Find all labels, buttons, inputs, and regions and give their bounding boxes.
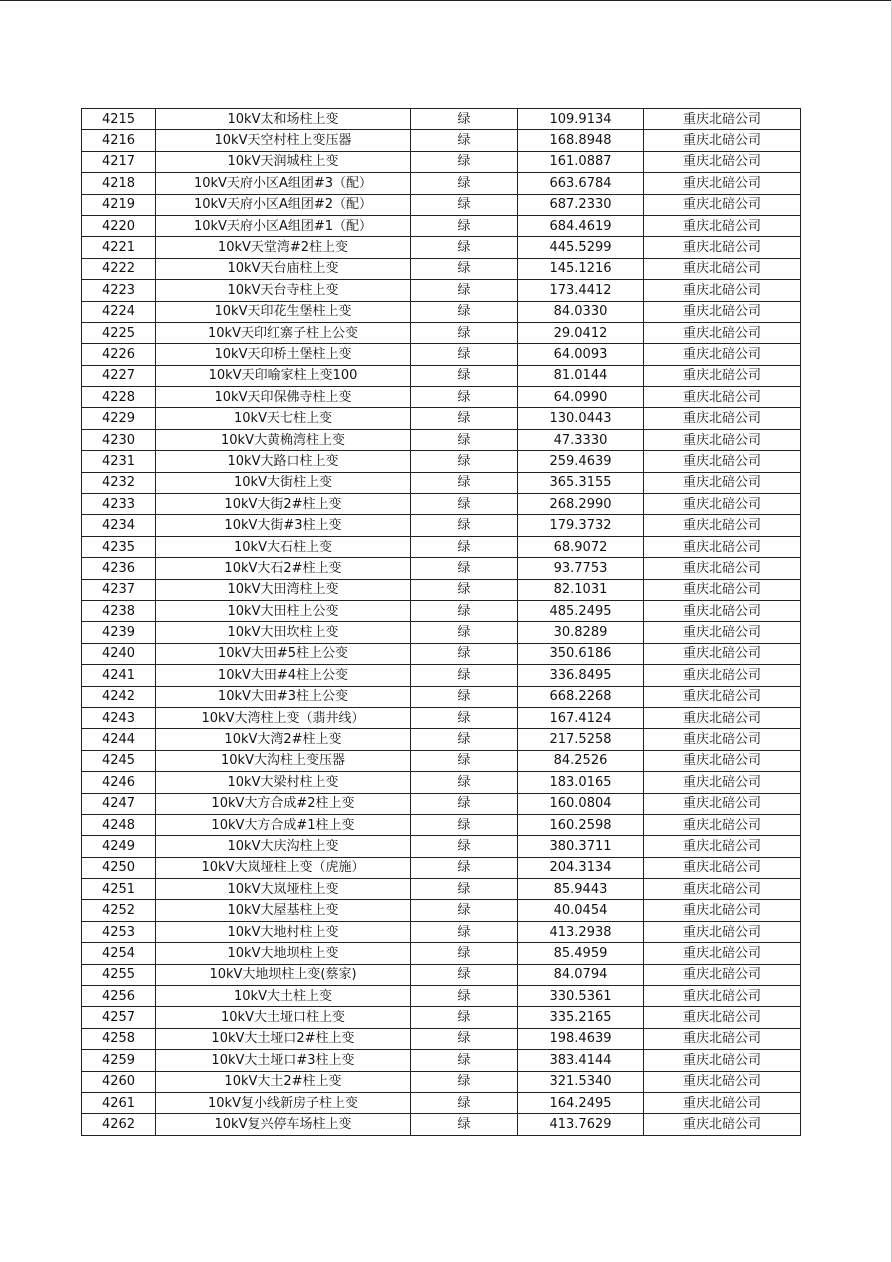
- value-cell: 687.2330: [518, 194, 644, 215]
- row-id-cell: 4262: [82, 1114, 156, 1135]
- row-id-cell: 4251: [82, 879, 156, 900]
- row-id-cell: 4259: [82, 1050, 156, 1071]
- value-cell: 93.7753: [518, 558, 644, 579]
- value-cell: 259.4639: [518, 451, 644, 472]
- status-color-cell: 绿: [411, 237, 518, 258]
- company-cell: 重庆北碚公司: [644, 814, 801, 835]
- status-color-cell: 绿: [411, 964, 518, 985]
- table-row: [82, 900, 801, 921]
- status-color-cell: 绿: [411, 215, 518, 236]
- company-cell: 重庆北碚公司: [644, 986, 801, 1007]
- company-cell: 重庆北碚公司: [644, 515, 801, 536]
- company-cell: 重庆北碚公司: [644, 494, 801, 515]
- row-id-cell: 4260: [82, 1071, 156, 1092]
- table-row: [82, 964, 801, 985]
- table-row: [82, 237, 801, 258]
- status-color-cell: 绿: [411, 472, 518, 493]
- transformer-name-cell: 10kV大路口柱上变: [156, 451, 411, 472]
- table-row: [82, 130, 801, 151]
- table-row: [82, 1028, 801, 1049]
- status-color-cell: 绿: [411, 579, 518, 600]
- company-cell: 重庆北碚公司: [644, 536, 801, 557]
- row-id-cell: 4215: [82, 109, 156, 130]
- row-id-cell: 4246: [82, 772, 156, 793]
- company-cell: 重庆北碚公司: [644, 408, 801, 429]
- status-color-cell: 绿: [411, 986, 518, 1007]
- transformer-name-cell: 10kV大石2#柱上变: [156, 558, 411, 579]
- company-cell: 重庆北碚公司: [644, 964, 801, 985]
- row-id-cell: 4249: [82, 836, 156, 857]
- transformer-name-cell: 10kV天印喻家柱上变100: [156, 365, 411, 386]
- value-cell: 160.2598: [518, 814, 644, 835]
- row-id-cell: 4225: [82, 322, 156, 343]
- row-id-cell: 4226: [82, 344, 156, 365]
- transformer-name-cell: 10kV大土2#柱上变: [156, 1071, 411, 1092]
- value-cell: 330.5361: [518, 986, 644, 1007]
- table-row: [82, 515, 801, 536]
- value-cell: 684.4619: [518, 215, 644, 236]
- row-id-cell: 4238: [82, 600, 156, 621]
- status-color-cell: 绿: [411, 879, 518, 900]
- row-id-cell: 4229: [82, 408, 156, 429]
- transformer-name-cell: 10kV天七柱上变: [156, 408, 411, 429]
- row-id-cell: 4243: [82, 707, 156, 728]
- status-color-cell: 绿: [411, 707, 518, 728]
- company-cell: 重庆北碚公司: [644, 729, 801, 750]
- transformer-name-cell: 10kV大庆沟柱上变: [156, 836, 411, 857]
- transformer-name-cell: 10kV大土柱上变: [156, 986, 411, 1007]
- status-color-cell: 绿: [411, 173, 518, 194]
- status-color-cell: 绿: [411, 1050, 518, 1071]
- table-row: [82, 986, 801, 1007]
- table-body: [82, 109, 801, 1136]
- value-cell: 130.0443: [518, 408, 644, 429]
- table-row: [82, 921, 801, 942]
- transformer-name-cell: 10kV大田坎柱上变: [156, 622, 411, 643]
- value-cell: 40.0454: [518, 900, 644, 921]
- table-row: [82, 1007, 801, 1028]
- row-id-cell: 4261: [82, 1092, 156, 1113]
- value-cell: 217.5258: [518, 729, 644, 750]
- transformer-name-cell: 10kV大岚垭柱上变（虎施）: [156, 857, 411, 878]
- status-color-cell: 绿: [411, 494, 518, 515]
- transformer-name-cell: 10kV大方合成#2柱上变: [156, 793, 411, 814]
- value-cell: 68.9072: [518, 536, 644, 557]
- row-id-cell: 4244: [82, 729, 156, 750]
- value-cell: 47.3330: [518, 429, 644, 450]
- transformer-name-cell: 10kV大沟柱上变压器: [156, 750, 411, 771]
- company-cell: 重庆北碚公司: [644, 558, 801, 579]
- value-cell: 145.1216: [518, 258, 644, 279]
- transformer-name-cell: 10kV天润城柱上变: [156, 151, 411, 172]
- table-row: [82, 1050, 801, 1071]
- transformer-name-cell: 10kV天堂湾#2柱上变: [156, 237, 411, 258]
- table-row: [82, 686, 801, 707]
- company-cell: 重庆北碚公司: [644, 793, 801, 814]
- company-cell: 重庆北碚公司: [644, 301, 801, 322]
- status-color-cell: 绿: [411, 536, 518, 557]
- row-id-cell: 4247: [82, 793, 156, 814]
- row-id-cell: 4252: [82, 900, 156, 921]
- transformer-name-cell: 10kV大石柱上变: [156, 536, 411, 557]
- row-id-cell: 4248: [82, 814, 156, 835]
- row-id-cell: 4219: [82, 194, 156, 215]
- company-cell: 重庆北碚公司: [644, 151, 801, 172]
- company-cell: 重庆北碚公司: [644, 921, 801, 942]
- value-cell: 380.3711: [518, 836, 644, 857]
- table-row: [82, 536, 801, 557]
- company-cell: 重庆北碚公司: [644, 387, 801, 408]
- row-id-cell: 4234: [82, 515, 156, 536]
- value-cell: 663.6784: [518, 173, 644, 194]
- value-cell: 336.8495: [518, 665, 644, 686]
- company-cell: 重庆北碚公司: [644, 472, 801, 493]
- value-cell: 30.8289: [518, 622, 644, 643]
- table-row: [82, 408, 801, 429]
- row-id-cell: 4232: [82, 472, 156, 493]
- status-color-cell: 绿: [411, 151, 518, 172]
- transformer-name-cell: 10kV大土垭口2#柱上变: [156, 1028, 411, 1049]
- table-row: [82, 429, 801, 450]
- status-color-cell: 绿: [411, 558, 518, 579]
- company-cell: 重庆北碚公司: [644, 686, 801, 707]
- company-cell: 重庆北碚公司: [644, 707, 801, 728]
- table-row: [82, 643, 801, 664]
- value-cell: 383.4144: [518, 1050, 644, 1071]
- transformer-name-cell: 10kV天台庙柱上变: [156, 258, 411, 279]
- table-row: [82, 943, 801, 964]
- value-cell: 179.3732: [518, 515, 644, 536]
- status-color-cell: 绿: [411, 1028, 518, 1049]
- table-row: [82, 151, 801, 172]
- company-cell: 重庆北碚公司: [644, 322, 801, 343]
- table-row: [82, 194, 801, 215]
- table-row: [82, 836, 801, 857]
- row-id-cell: 4258: [82, 1028, 156, 1049]
- value-cell: 160.0804: [518, 793, 644, 814]
- table-row: [82, 472, 801, 493]
- status-color-cell: 绿: [411, 1092, 518, 1113]
- table-row: [82, 665, 801, 686]
- company-cell: 重庆北碚公司: [644, 622, 801, 643]
- company-cell: 重庆北碚公司: [644, 173, 801, 194]
- transformer-name-cell: 10kV天空村柱上变压器: [156, 130, 411, 151]
- status-color-cell: 绿: [411, 258, 518, 279]
- company-cell: 重庆北碚公司: [644, 836, 801, 857]
- company-cell: 重庆北碚公司: [644, 1007, 801, 1028]
- row-id-cell: 4217: [82, 151, 156, 172]
- value-cell: 198.4639: [518, 1028, 644, 1049]
- row-id-cell: 4245: [82, 750, 156, 771]
- transformer-name-cell: 10kV大地坝柱上变: [156, 943, 411, 964]
- value-cell: 29.0412: [518, 322, 644, 343]
- status-color-cell: 绿: [411, 515, 518, 536]
- table-row: [82, 729, 801, 750]
- table-row: [82, 494, 801, 515]
- transformer-name-cell: 10kV大地坝柱上变(蔡家): [156, 964, 411, 985]
- table-row: [82, 301, 801, 322]
- transformer-name-cell: 10kV大湾2#柱上变: [156, 729, 411, 750]
- transformer-name-cell: 10kV大湾柱上变（翡井线）: [156, 707, 411, 728]
- transformer-name-cell: 10kV大街#3柱上变: [156, 515, 411, 536]
- row-id-cell: 4231: [82, 451, 156, 472]
- value-cell: 413.7629: [518, 1114, 644, 1135]
- status-color-cell: 绿: [411, 750, 518, 771]
- transformer-name-cell: 10kV天印花生堡柱上变: [156, 301, 411, 322]
- company-cell: 重庆北碚公司: [644, 900, 801, 921]
- value-cell: 485.2495: [518, 600, 644, 621]
- company-cell: 重庆北碚公司: [644, 365, 801, 386]
- table-row: [82, 322, 801, 343]
- transformer-name-cell: 10kV天府小区A组团#2（配）: [156, 194, 411, 215]
- company-cell: 重庆北碚公司: [644, 237, 801, 258]
- company-cell: 重庆北碚公司: [644, 1114, 801, 1135]
- row-id-cell: 4233: [82, 494, 156, 515]
- status-color-cell: 绿: [411, 857, 518, 878]
- table-row: [82, 772, 801, 793]
- table-row: [82, 879, 801, 900]
- transformer-name-cell: 10kV大街柱上变: [156, 472, 411, 493]
- transformer-name-cell: 10kV大土垭口柱上变: [156, 1007, 411, 1028]
- transformer-name-cell: 10kV大田湾柱上变: [156, 579, 411, 600]
- page-top-border: [0, 0, 892, 1]
- company-cell: 重庆北碚公司: [644, 750, 801, 771]
- table-row: [82, 1092, 801, 1113]
- status-color-cell: 绿: [411, 130, 518, 151]
- value-cell: 413.2938: [518, 921, 644, 942]
- status-color-cell: 绿: [411, 900, 518, 921]
- table-row: [82, 558, 801, 579]
- company-cell: 重庆北碚公司: [644, 280, 801, 301]
- transformer-name-cell: 10kV大田#5柱上公变: [156, 643, 411, 664]
- row-id-cell: 4236: [82, 558, 156, 579]
- status-color-cell: 绿: [411, 301, 518, 322]
- value-cell: 81.0144: [518, 365, 644, 386]
- transformer-name-cell: 10kV大街2#柱上变: [156, 494, 411, 515]
- table-row: [82, 600, 801, 621]
- row-id-cell: 4223: [82, 280, 156, 301]
- status-color-cell: 绿: [411, 408, 518, 429]
- value-cell: 109.9134: [518, 109, 644, 130]
- status-color-cell: 绿: [411, 729, 518, 750]
- table-row: [82, 857, 801, 878]
- transformer-name-cell: 10kV大地村柱上变: [156, 921, 411, 942]
- row-id-cell: 4218: [82, 173, 156, 194]
- value-cell: 268.2990: [518, 494, 644, 515]
- table-row: [82, 215, 801, 236]
- value-cell: 173.4412: [518, 280, 644, 301]
- row-id-cell: 4222: [82, 258, 156, 279]
- value-cell: 668.2268: [518, 686, 644, 707]
- table-row: [82, 258, 801, 279]
- transformer-name-cell: 10kV大田柱上公变: [156, 600, 411, 621]
- row-id-cell: 4256: [82, 986, 156, 1007]
- value-cell: 183.0165: [518, 772, 644, 793]
- transformer-name-cell: 10kV大方合成#1柱上变: [156, 814, 411, 835]
- transformer-name-cell: 10kV天台寺柱上变: [156, 280, 411, 301]
- company-cell: 重庆北碚公司: [644, 451, 801, 472]
- company-cell: 重庆北碚公司: [644, 1071, 801, 1092]
- company-cell: 重庆北碚公司: [644, 1050, 801, 1071]
- status-color-cell: 绿: [411, 686, 518, 707]
- company-cell: 重庆北碚公司: [644, 215, 801, 236]
- value-cell: 321.5340: [518, 1071, 644, 1092]
- company-cell: 重庆北碚公司: [644, 772, 801, 793]
- company-cell: 重庆北碚公司: [644, 643, 801, 664]
- row-id-cell: 4221: [82, 237, 156, 258]
- status-color-cell: 绿: [411, 665, 518, 686]
- status-color-cell: 绿: [411, 344, 518, 365]
- status-color-cell: 绿: [411, 1007, 518, 1028]
- company-cell: 重庆北碚公司: [644, 429, 801, 450]
- value-cell: 82.1031: [518, 579, 644, 600]
- value-cell: 85.9443: [518, 879, 644, 900]
- row-id-cell: 4241: [82, 665, 156, 686]
- table-row: [82, 387, 801, 408]
- value-cell: 84.2526: [518, 750, 644, 771]
- table-row: [82, 1071, 801, 1092]
- table-row: [82, 579, 801, 600]
- company-cell: 重庆北碚公司: [644, 579, 801, 600]
- table-row: [82, 280, 801, 301]
- table-row: [82, 344, 801, 365]
- status-color-cell: 绿: [411, 387, 518, 408]
- status-color-cell: 绿: [411, 772, 518, 793]
- table-row: [82, 814, 801, 835]
- status-color-cell: 绿: [411, 836, 518, 857]
- company-cell: 重庆北碚公司: [644, 130, 801, 151]
- company-cell: 重庆北碚公司: [644, 109, 801, 130]
- row-id-cell: 4242: [82, 686, 156, 707]
- row-id-cell: 4220: [82, 215, 156, 236]
- row-id-cell: 4230: [82, 429, 156, 450]
- row-id-cell: 4235: [82, 536, 156, 557]
- value-cell: 204.3134: [518, 857, 644, 878]
- company-cell: 重庆北碚公司: [644, 857, 801, 878]
- company-cell: 重庆北碚公司: [644, 194, 801, 215]
- value-cell: 64.0093: [518, 344, 644, 365]
- table-row: [82, 173, 801, 194]
- company-cell: 重庆北碚公司: [644, 600, 801, 621]
- transformer-name-cell: 10kV太和场柱上变: [156, 109, 411, 130]
- transformer-name-cell: 10kV大梁村柱上变: [156, 772, 411, 793]
- table-row: [82, 451, 801, 472]
- row-id-cell: 4224: [82, 301, 156, 322]
- status-color-cell: 绿: [411, 429, 518, 450]
- table-row: [82, 750, 801, 771]
- status-color-cell: 绿: [411, 643, 518, 664]
- row-id-cell: 4254: [82, 943, 156, 964]
- value-cell: 84.0794: [518, 964, 644, 985]
- value-cell: 168.8948: [518, 130, 644, 151]
- value-cell: 164.2495: [518, 1092, 644, 1113]
- company-cell: 重庆北碚公司: [644, 879, 801, 900]
- row-id-cell: 4250: [82, 857, 156, 878]
- row-id-cell: 4228: [82, 387, 156, 408]
- status-color-cell: 绿: [411, 280, 518, 301]
- company-cell: 重庆北碚公司: [644, 943, 801, 964]
- value-cell: 64.0990: [518, 387, 644, 408]
- transformer-name-cell: 10kV天印保佛寺柱上变: [156, 387, 411, 408]
- company-cell: 重庆北碚公司: [644, 1028, 801, 1049]
- table-row: [82, 109, 801, 130]
- value-cell: 85.4959: [518, 943, 644, 964]
- value-cell: 161.0887: [518, 151, 644, 172]
- status-color-cell: 绿: [411, 322, 518, 343]
- status-color-cell: 绿: [411, 194, 518, 215]
- company-cell: 重庆北碚公司: [644, 258, 801, 279]
- transformer-name-cell: 10kV大田#3柱上公变: [156, 686, 411, 707]
- table-row: [82, 622, 801, 643]
- transformer-name-cell: 10kV大土垭口#3柱上变: [156, 1050, 411, 1071]
- transformer-name-cell: 10kV天府小区A组团#1（配）: [156, 215, 411, 236]
- row-id-cell: 4239: [82, 622, 156, 643]
- status-color-cell: 绿: [411, 814, 518, 835]
- value-cell: 167.4124: [518, 707, 644, 728]
- table-row: [82, 707, 801, 728]
- status-color-cell: 绿: [411, 451, 518, 472]
- row-id-cell: 4253: [82, 921, 156, 942]
- transformer-name-cell: 10kV天府小区A组团#3（配）: [156, 173, 411, 194]
- transformer-name-cell: 10kV天印桥土堡柱上变: [156, 344, 411, 365]
- status-color-cell: 绿: [411, 600, 518, 621]
- transformer-name-cell: 10kV大屋基柱上变: [156, 900, 411, 921]
- status-color-cell: 绿: [411, 109, 518, 130]
- row-id-cell: 4237: [82, 579, 156, 600]
- transformer-name-cell: 10kV大田#4柱上公变: [156, 665, 411, 686]
- row-id-cell: 4240: [82, 643, 156, 664]
- transformer-name-cell: 10kV大岚垭柱上变: [156, 879, 411, 900]
- value-cell: 365.3155: [518, 472, 644, 493]
- transformer-name-cell: 10kV复小线新房子柱上变: [156, 1092, 411, 1113]
- company-cell: 重庆北碚公司: [644, 1092, 801, 1113]
- status-color-cell: 绿: [411, 1114, 518, 1135]
- status-color-cell: 绿: [411, 921, 518, 942]
- table-row: [82, 793, 801, 814]
- status-color-cell: 绿: [411, 622, 518, 643]
- value-cell: 445.5299: [518, 237, 644, 258]
- value-cell: 84.0330: [518, 301, 644, 322]
- row-id-cell: 4255: [82, 964, 156, 985]
- table-row: [82, 365, 801, 386]
- value-cell: 335.2165: [518, 1007, 644, 1028]
- transformer-name-cell: 10kV天印红寨子柱上公变: [156, 322, 411, 343]
- status-color-cell: 绿: [411, 1071, 518, 1092]
- company-cell: 重庆北碚公司: [644, 344, 801, 365]
- status-color-cell: 绿: [411, 943, 518, 964]
- transformer-name-cell: 10kV大黄桷湾柱上变: [156, 429, 411, 450]
- transformer-name-cell: 10kV复兴停车场柱上变: [156, 1114, 411, 1135]
- row-id-cell: 4216: [82, 130, 156, 151]
- value-cell: 350.6186: [518, 643, 644, 664]
- status-color-cell: 绿: [411, 365, 518, 386]
- table-row: [82, 1114, 801, 1135]
- transformer-table: [81, 108, 801, 1136]
- company-cell: 重庆北碚公司: [644, 665, 801, 686]
- status-color-cell: 绿: [411, 793, 518, 814]
- row-id-cell: 4227: [82, 365, 156, 386]
- row-id-cell: 4257: [82, 1007, 156, 1028]
